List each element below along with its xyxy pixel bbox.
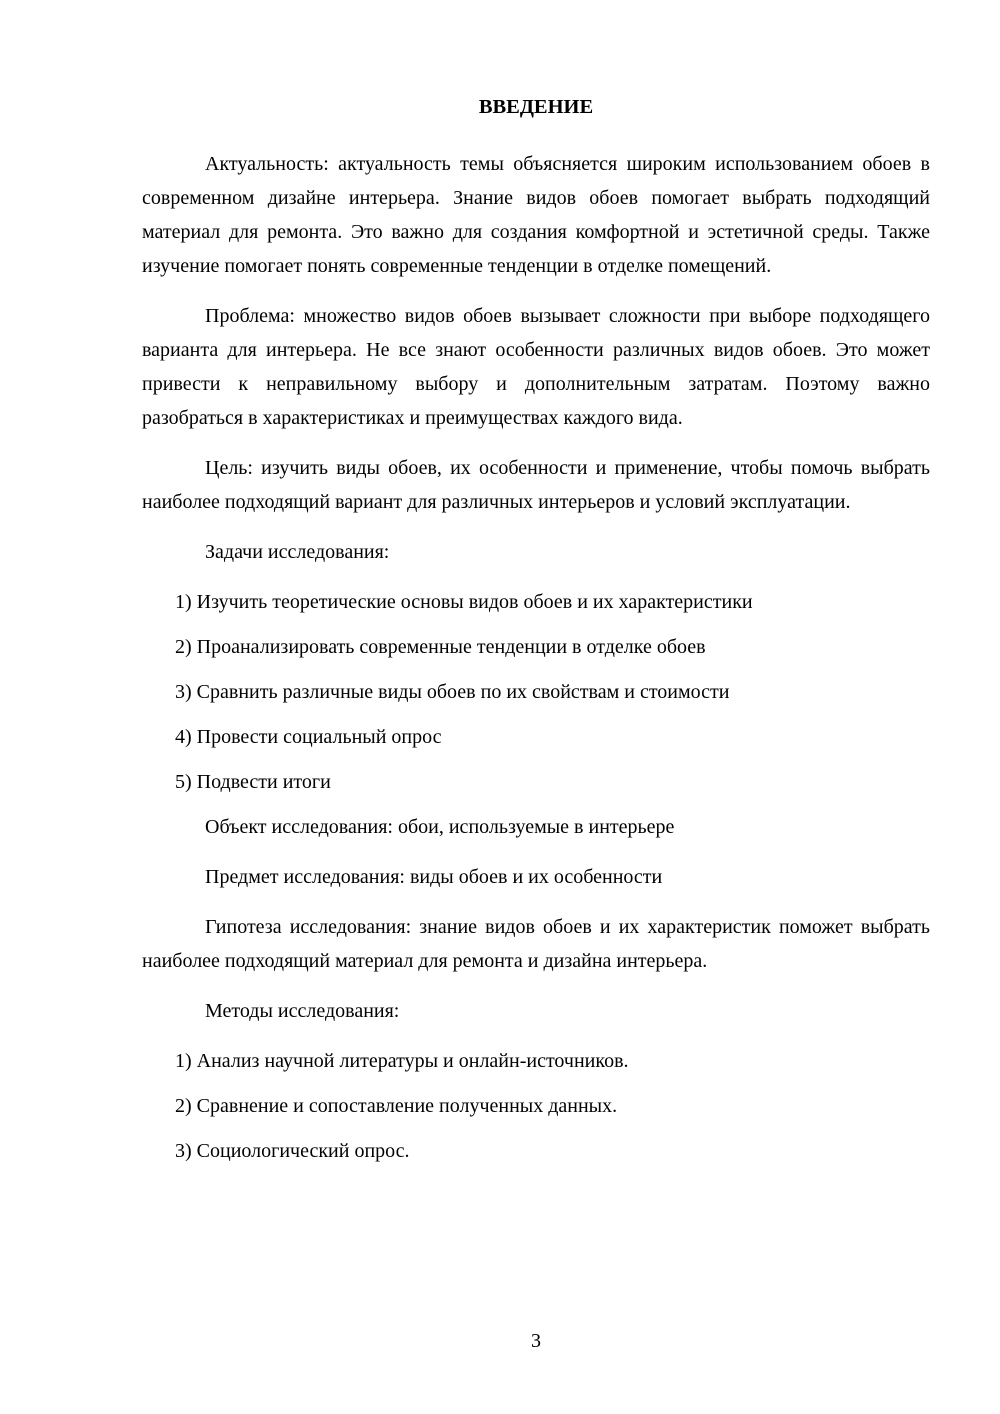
page-number: 3	[531, 1330, 541, 1352]
paragraph-subject: Предмет исследования: виды обоев и их особенности	[205, 866, 663, 888]
task-item-4: 4) Провести социальный опрос	[175, 726, 442, 748]
methods-list	[142, 1044, 930, 1168]
paragraph-problem: Проблема: множество видов обоев вызывает сложности при выборе подходящего варианта для интерьера. Не все знают особенности различных видов обоев. Это может привести к неправильному выбору и дополнительным затратам. Поэтому важно разобраться в характеристиках и преимуществах каждого вида.	[142, 305, 930, 429]
task-item-2: 2) Проанализировать современные тенденции в отделке обоев	[175, 636, 706, 658]
paragraph-hypothesis: Гипотеза исследования: знание видов обоев и их характеристик поможет выбрать наиболее подходящий материал для ремонта и дизайна интерьера.	[142, 916, 930, 972]
task-item-5: 5) Подвести итоги	[175, 771, 331, 793]
method-item-3: 3) Социологический опрос.	[175, 1140, 410, 1162]
tasks-heading: Задачи исследования:	[205, 541, 390, 563]
document-title: ВВЕДЕНИЕ	[478, 96, 594, 118]
paragraph-relevance: Актуальность: актуальность темы объясняется широким использованием обоев в современном дизайне интерьера. Знание видов обоев помогает выбрать подходящий материал для ремонта. Это важно для создания комфортной и эстетичной среды. Также изучение помогает понять современные тенденции в отделке помещений.	[142, 153, 930, 277]
methods-heading: Методы исследования:	[205, 1000, 400, 1022]
task-item-3: 3) Сравнить различные виды обоев по их свойствам и стоимости	[175, 681, 730, 703]
task-item-1: 1) Изучить теоретические основы видов обоев и их характеристики	[175, 591, 753, 613]
tasks-list	[142, 585, 930, 799]
paragraph-object: Объект исследования: обои, используемые в интерьере	[205, 816, 675, 838]
paragraph-goal: Цель: изучить виды обоев, их особенности и применение, чтобы помочь выбрать наиболее подходящий вариант для различных интерьеров и условий эксплуатации.	[142, 457, 930, 513]
method-item-2: 2) Сравнение и сопоставление полученных данных.	[175, 1095, 618, 1117]
method-item-1: 1) Анализ научной литературы и онлайн-источников.	[175, 1050, 629, 1072]
